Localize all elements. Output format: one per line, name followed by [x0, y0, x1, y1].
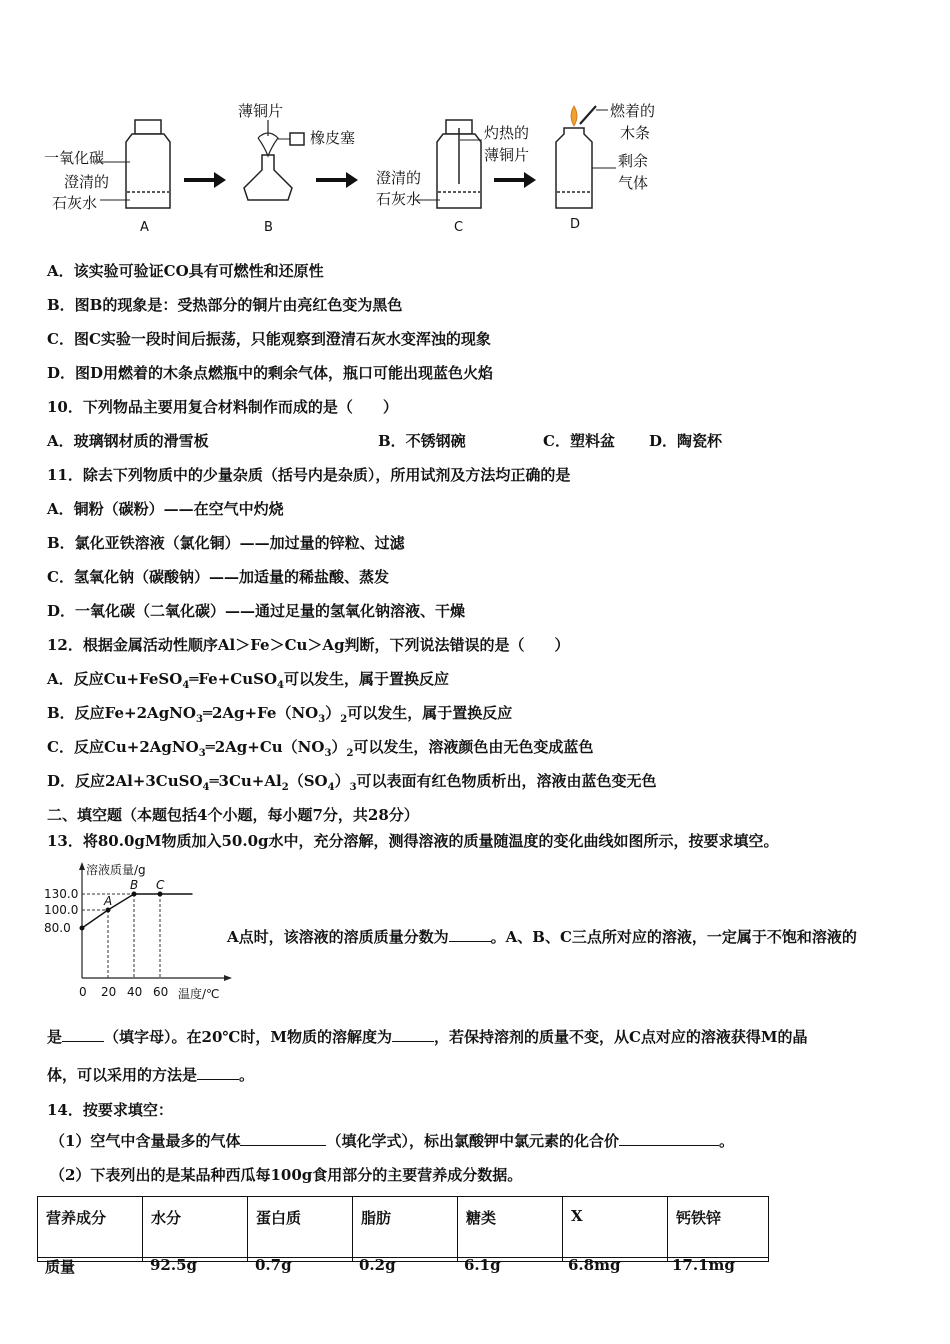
table-header-cell: 钙铁锌 [668, 1197, 769, 1258]
x-axis-label: 温度/℃ [178, 987, 220, 1001]
label-limewater-a1: 澄清的 [64, 173, 110, 191]
table-cell: 0.7g [255, 1256, 292, 1274]
y-axis-arrow [79, 862, 85, 870]
q13-line2: 是 （填字母）。在20℃时，M物质的溶解度为 ，若保持溶剂的质量不变，从C点对应的溶液获得M的晶 [47, 1028, 808, 1046]
x-axis-arrow [224, 975, 232, 981]
data-point [158, 892, 163, 897]
x-tick-label: 40 [127, 985, 143, 999]
q10-option-b: B．不锈钢碗 [378, 432, 466, 450]
data-point [106, 908, 111, 913]
data-point [132, 892, 137, 897]
q9-option-a: A．该实验可验证CO具有可燃性和还原性 [47, 262, 324, 280]
solubility-chart [42, 858, 242, 1008]
q12-stem: 12．根据金属活动性顺序Al＞Fe＞Cu＞Ag判断，下列说法错误的是（ ） [47, 636, 570, 654]
label-limewater-a2: 石灰水 [52, 194, 98, 212]
q12-option-c: C．反应$Cu+2AgNO_3═2Ag+Cu(NO_3)_2$可以发生，溶液颜色由无色变成蓝色 [47, 738, 594, 759]
nutrition-table [37, 1196, 769, 1262]
q13-stem: 13．将80.0gM物质加入50.0g水中，充分溶解，测得溶液的质量随温度的变化曲线如图所示，按要求填空。 [47, 832, 779, 850]
caption-a: A [140, 220, 149, 235]
table-header-row [38, 1197, 769, 1258]
label-limewater-c2: 石灰水 [376, 190, 422, 208]
q11-option-d: D．一氧化碳（二氧化碳）——通过足量的氢氧化钠溶液、干燥 [47, 602, 466, 620]
table-header-cell: 脂肪 [353, 1197, 458, 1258]
q11-stem: 11．除去下列物质中的少量杂质（括号内是杂质），所用试剂及方法均正确的是 [47, 466, 571, 484]
table-row-label: 质量 [45, 1258, 76, 1276]
label-remaining-gas-1: 剩余 [618, 152, 649, 170]
q9-option-b: B．图B的现象是：受热部分的铜片由亮红色变为黑色 [47, 296, 403, 314]
caption-d: D [570, 217, 581, 232]
table-cell: 17.1mg [672, 1256, 735, 1274]
blank-method[interactable] [197, 1065, 239, 1080]
label-stopper: 橡皮塞 [310, 129, 356, 147]
table-cell: 92.5g [150, 1256, 198, 1274]
y-tick-label: 130.0 [44, 887, 79, 901]
point-label: C [156, 878, 165, 892]
label-burning-stick-1: 燃着的 [610, 102, 656, 120]
data-point [80, 926, 85, 931]
blank-unsaturated[interactable] [62, 1027, 104, 1042]
x-tick-label: 0 [79, 985, 87, 999]
q10-option-a: A．玻璃钢材质的滑雪板 [47, 432, 209, 450]
q12-option-a: A．反应Cu+FeSO$_4$═Fe+CuSO$_4$可以发生，属于置换反应 [47, 670, 449, 691]
series-line [82, 894, 193, 928]
label-co: 一氧化碳 [44, 149, 105, 167]
blank-mass-fraction[interactable] [449, 927, 491, 942]
q12-option-b: B．反应$Fe+2AgNO_3═2Ag+Fe(NO_3)_2$可以发生，属于置换反应 [47, 704, 513, 725]
table-header-cell: 蛋白质 [248, 1197, 353, 1258]
table-header-cell: 营养成分 [38, 1197, 143, 1258]
blank-solubility[interactable] [392, 1027, 434, 1042]
q10-option-c: C．塑料盆 [543, 432, 615, 450]
blank-gas-formula[interactable] [240, 1131, 326, 1146]
label-copper-b: 薄铜片 [238, 102, 284, 120]
q9-option-d: D．图D用燃着的木条点燃瓶中的剩余气体，瓶口可能出现蓝色火焰 [47, 364, 494, 382]
table-cell: 6.1g [464, 1256, 501, 1274]
q9-option-c: C．图C实验一段时间后振荡，只能观察到澄清石灰水变浑浊的现象 [47, 330, 491, 348]
blank-valence[interactable] [619, 1131, 719, 1146]
q13-part1: A点时，该溶液的溶质质量分数为 。A、B、C三点所对应的溶液，一定属于不饱和溶液的 [227, 928, 857, 946]
q10-stem: 10．下列物品主要用复合材料制作而成的是（ ） [47, 398, 398, 416]
table-header-cell: X [563, 1197, 668, 1258]
point-label: B [130, 878, 139, 892]
apparatus-figure [40, 100, 680, 240]
caption-c: C [454, 220, 464, 235]
q12-option-d: D．反应$2Al+3CuSO_4═3Cu+Al_2(SO_4)_3$可以表面有红色物质析出，溶液由蓝色变无色 [47, 772, 657, 793]
x-tick-label: 60 [153, 985, 169, 999]
table-cell: 0.2g [359, 1256, 396, 1274]
label-limewater-c1: 澄清的 [376, 169, 422, 187]
y-tick-label: 100.0 [44, 903, 79, 917]
y-axis-label: 溶液质量/g [86, 863, 146, 877]
label-remaining-gas-2: 气体 [618, 174, 649, 192]
q10-option-d: D．陶瓷杯 [649, 432, 723, 450]
x-tick-label: 20 [101, 985, 117, 999]
q11-option-c: C．氢氧化钠（碳酸钠）——加适量的稀盐酸、蒸发 [47, 568, 389, 586]
section-2-heading: 二、填空题（本题包括4个小题，每小题7分，共28分） [47, 806, 419, 824]
q11-option-a: A．铜粉（碳粉）——在空气中灼烧 [47, 500, 284, 518]
label-hot-copper-1: 灼热的 [484, 124, 530, 142]
label-hot-copper-2: 薄铜片 [484, 146, 530, 164]
table-cell: 6.8mg [568, 1256, 621, 1274]
q14-part2: （2）下表列出的是某品种西瓜每100g食用部分的主要营养成分数据。 [50, 1166, 523, 1184]
caption-b: B [264, 220, 273, 235]
label-burning-stick-2: 木条 [620, 124, 651, 142]
point-label: A [104, 894, 113, 908]
q14-stem: 14．按要求填空： [47, 1101, 173, 1119]
q14-part1: （1）空气中含量最多的气体 （填化学式），标出氯酸钾中氯元素的化合价 。 [50, 1132, 734, 1150]
q13-line3: 体，可以采用的方法是 。 [47, 1066, 255, 1084]
table-header-cell: 糖类 [458, 1197, 563, 1258]
table-header-cell: 水分 [143, 1197, 248, 1258]
y-tick-label: 80.0 [44, 921, 71, 935]
q11-option-b: B．氯化亚铁溶液（氯化铜）——加过量的锌粒、过滤 [47, 534, 405, 552]
